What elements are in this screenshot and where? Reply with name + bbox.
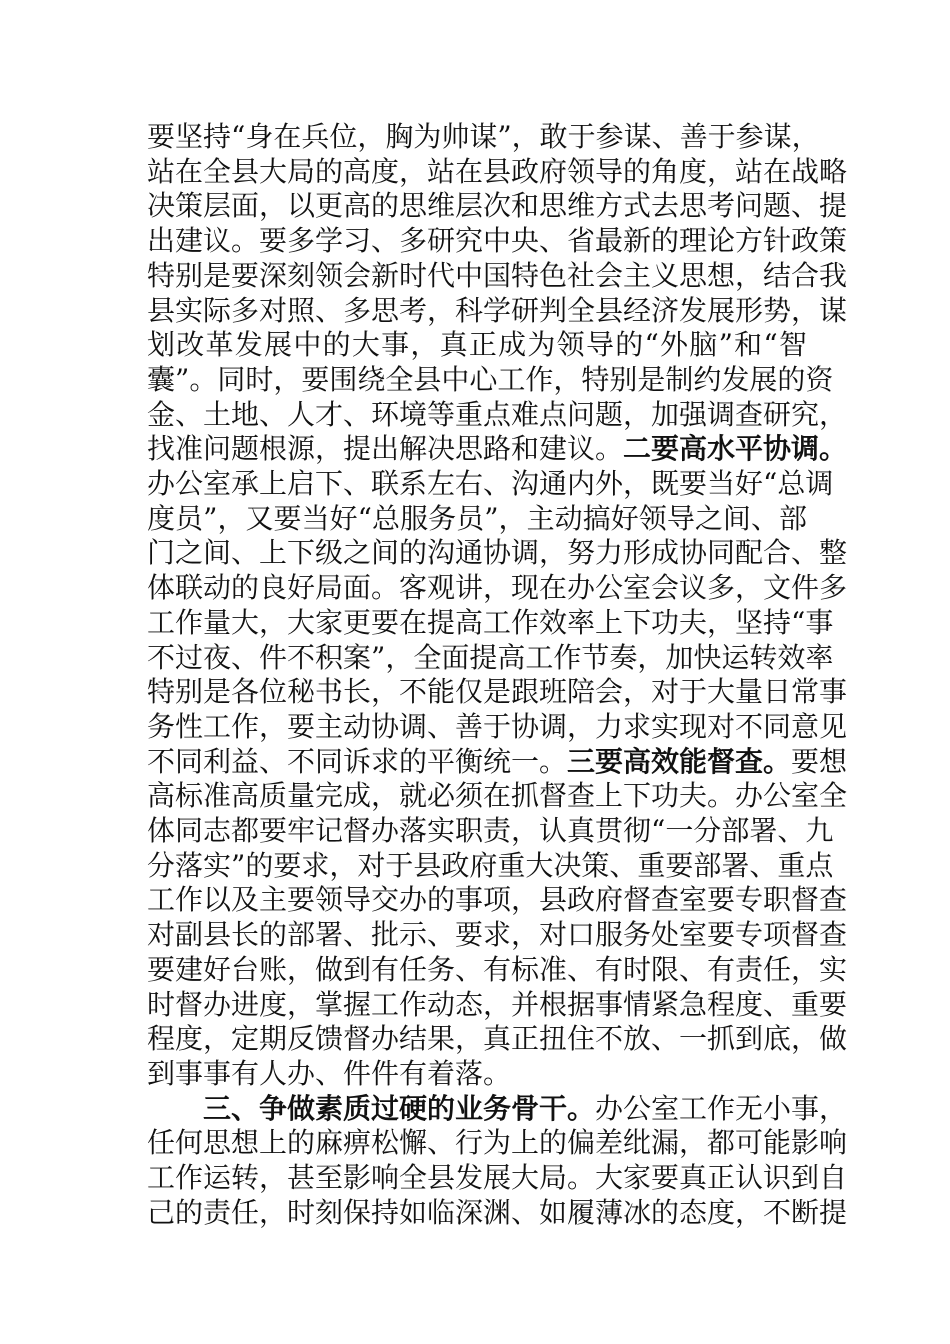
- body-text: 站在全县大局的高度，站在县政府领导的角度，站在战略: [147, 154, 848, 188]
- body-text: 金、土地、人才、环境等重点难点问题，加强调查研究，: [147, 397, 848, 431]
- body-text: 程度，定期反馈督办结果，真正扭住不放、一抓到底，做: [147, 1022, 848, 1056]
- body-text: 对副县长的部署、批示、要求，对口服务处室要专项督查: [147, 918, 848, 952]
- bold-heading-text: 二要高水平协调。: [623, 432, 848, 466]
- body-text: 任何思想上的麻痹松懈、行为上的偏差纰漏，都可能影响: [147, 1126, 848, 1160]
- body-text: 划改革发展中的大事，真正成为领导的“外脑”和“智: [147, 328, 807, 362]
- body-text: 要建好台账，做到有任务、有标准、有时限、有责任，实: [147, 952, 848, 986]
- body-text: 要坚持“身在兵位，胸为帅谋”，敢于参谋、善于参谋，: [147, 120, 820, 153]
- body-text: 门之间、上下级之间的沟通协调，努力形成协同配合、整: [147, 536, 848, 570]
- body-text: 工作运转，甚至影响全县发展大局。大家要真正认识到自: [147, 1161, 848, 1194]
- body-text: 特别是各位秘书长，不能仅是跟班陪会，对于大量日常事: [147, 675, 848, 709]
- body-text: 决策层面，以更高的思维层次和思维方式去思考问题、提: [147, 189, 848, 223]
- body-text: 县实际多对照、多思考，科学研判全县经济发展形势，谋: [147, 293, 848, 327]
- body-text: 时督办进度，掌握工作动态，并根据事情紧急程度、重要: [147, 987, 848, 1021]
- body-text: 到事事有人办、件件有着落。: [147, 1056, 512, 1090]
- body-text: 体联动的良好局面。客观讲，现在办公室会议多，文件多: [147, 571, 848, 605]
- body-text: 出建议。要多学习、多研究中央、省最新的理论方针政策: [147, 224, 848, 258]
- body-text: 体同志都要牢记督办落实职责，认真贯彻“一分部署、九: [147, 814, 834, 847]
- body-text: 己的责任，时刻保持如临深渊、如履薄冰的态度，不断提: [147, 1195, 848, 1229]
- body-text: 特别是要深刻领会新时代中国特色社会主义思想，结合我: [147, 258, 848, 292]
- body-text: 高标准高质量完成，就必须在抓督查上下功夫。办公室全: [147, 779, 848, 813]
- body-text: 工作量大，大家更要在提高工作效率上下功夫，坚持“事: [147, 605, 834, 639]
- body-text: 找准问题根源，提出解决思路和建议。: [147, 432, 624, 466]
- text-line: [147, 1193, 848, 1233]
- bold-heading-text: 三要高效能督查。: [567, 744, 792, 778]
- bold-heading-text: 三、争做素质过硬的业务骨干。: [203, 1091, 596, 1125]
- body-text: 要想: [791, 744, 848, 778]
- body-text: 务性工作，要主动协调、善于协调，力求实现对不同意见: [147, 709, 848, 743]
- body-text: 度员”，又要当好“总服务员”，主动搞好领导之间、部: [147, 501, 807, 535]
- body-text: 办公室承上启下、联系左右、沟通内外，既要当好“总调: [147, 467, 834, 500]
- body-text: 不过夜、件不积案”，全面提高工作节奏，加快运转效率: [147, 640, 834, 674]
- body-text: 分落实”的要求，对于县政府重大决策、重要部署、重点: [147, 848, 834, 882]
- body-text: 办公室工作无小事，: [595, 1091, 848, 1125]
- body-text: 不同利益、不同诉求的平衡统一。: [147, 744, 568, 778]
- body-text: 囊”。同时，要围绕全县中心工作，特别是制约发展的资: [147, 362, 834, 396]
- body-text: 工作以及主要领导交办的事项，县政府督查室要专职督查: [147, 883, 848, 917]
